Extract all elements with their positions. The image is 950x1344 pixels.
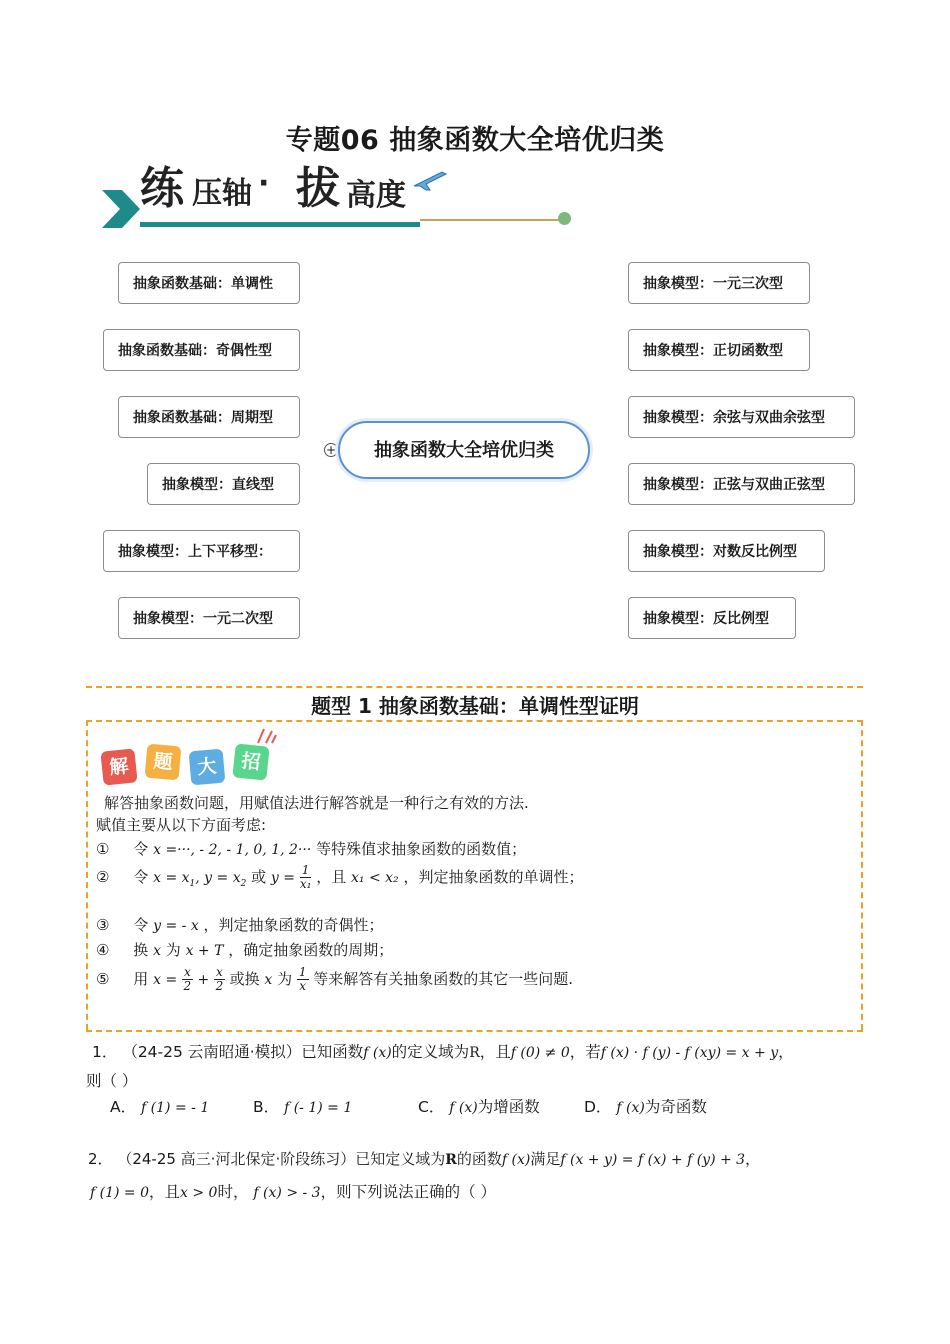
tips-l2-sub2: 2 [240, 879, 247, 889]
tips-box-bottom [86, 1030, 863, 1032]
tips-l2-math3: x₁ < x₂ [351, 870, 399, 886]
question-2-line-2 [90, 1180, 496, 1202]
tips-l2-sub1: 1 [189, 879, 196, 889]
tips-intro-1: 解答抽象函数问题，用赋值法进行解答就是一种行之有效的方法. [104, 794, 529, 812]
mindmap-node-right-6: 抽象模型：反比例型 [628, 597, 796, 639]
banner-char-ba: 拔 [296, 163, 340, 214]
q1-option-b-text: f (- 1) = 1 [284, 1100, 353, 1116]
q1-option-a-text: f (1) = - 1 [141, 1100, 210, 1116]
tips-l5-c: 为 [277, 970, 293, 988]
tips-l5-plus: + [197, 972, 210, 988]
tips-l5-frac2-den: 2 [215, 979, 224, 993]
q2-m5: x > 0 [180, 1185, 218, 1201]
q1-option-d-text: 为奇函数 [644, 1098, 707, 1116]
tips-l5-frac3 [297, 966, 309, 993]
q1-t3: ，若 [569, 1043, 601, 1061]
tips-n1: ① [96, 840, 110, 858]
q2-m4: f (1) = 0 [90, 1185, 150, 1201]
tips-l5-frac1 [182, 966, 193, 993]
question-1-line-2: 则（ ） [86, 1072, 138, 1090]
tips-line-5 [96, 966, 573, 993]
tips-n3: ③ [96, 916, 110, 934]
tips-l1-math: x =···, - 2, - 1, 0, 1, 2··· [153, 842, 312, 858]
mindmap-node-right-2: 抽象模型：正切函数型 [628, 329, 810, 371]
tips-n2: ② [96, 868, 110, 886]
badge-ti: 题 [145, 744, 182, 781]
tips-l2-frac-den: x₁ [299, 877, 312, 891]
chevron-icon [100, 188, 142, 230]
q1-m2: R [469, 1045, 480, 1061]
tips-l2-math2: y = [270, 870, 295, 886]
banner-text-gaodu: 高度 [346, 178, 406, 213]
q2-m1: R [445, 1152, 457, 1168]
tips-n5: ⑤ [96, 970, 110, 988]
section-top-dash [86, 686, 863, 688]
tips-l2-frac [300, 864, 312, 891]
q2-m3: f (x + y) = f (x) + f (y) + 3 [560, 1152, 746, 1168]
tips-l2-math1c: , y = x [195, 870, 241, 886]
page-title: 专题06 抽象函数大全培优归类 [285, 125, 665, 156]
q2-t6: ，则下列说法正确的（ ） [320, 1183, 497, 1201]
tips-l5-a: 用 [133, 970, 149, 988]
badge-da: 大 [189, 749, 226, 786]
expand-plus-icon[interactable]: + [325, 443, 337, 457]
q1-option-c-text: 为增函数 [477, 1098, 540, 1116]
q1-option-d[interactable] [584, 1095, 707, 1117]
banner-text-yazhou: 压轴 [192, 176, 252, 211]
q1-option-b-label: B． [253, 1098, 280, 1116]
tips-l1-a: 令 [133, 840, 149, 858]
tips-box-right [861, 720, 863, 1030]
question-1-line-1 [92, 1040, 794, 1062]
q1-option-d-label: D． [584, 1098, 612, 1116]
tips-l5-frac3-den: x [299, 979, 307, 993]
banner-char-lian: 练 [140, 163, 184, 214]
q1-t2: ，且 [479, 1043, 511, 1061]
tips-line-1 [96, 838, 526, 859]
tips-l4-math2: x + T [185, 943, 224, 959]
tips-line-4 [96, 939, 393, 960]
tips-l5-frac1-num: x [183, 965, 191, 979]
mindmap-node-left-2: 抽象函数基础：奇偶性型 [103, 329, 300, 371]
section-title: 题型 1 抽象函数基础：单调性型证明 [311, 694, 639, 718]
q1-m3: f (0) ≠ 0 [510, 1045, 570, 1061]
tips-l5-math1: x = [153, 972, 178, 988]
banner [100, 150, 580, 240]
tips-l4-b: 为 [165, 941, 181, 959]
q1-option-d-math: f (x) [616, 1100, 645, 1116]
q1-m4: f (x) · f (y) - f (xy) = x + y [600, 1045, 779, 1061]
tips-l5-d: 等来解答有关抽象函数的其它一些问题. [313, 970, 574, 988]
q1-t1: 的定义域为 [391, 1043, 470, 1061]
tips-n4: ④ [96, 941, 110, 959]
question-2-line-1 [88, 1148, 760, 1169]
mindmap-node-left-5: 抽象模型：上下平移型： [103, 530, 300, 572]
tips-line-2 [96, 864, 583, 891]
banner-end-dot [558, 212, 571, 225]
tips-l1-b: 等特殊值求抽象函数的函数值； [316, 840, 527, 858]
q2-m6: f (x) > - 3 [253, 1185, 321, 1201]
tips-l2-d: ，判定抽象函数的单调性； [403, 868, 584, 886]
mindmap-node-left-3: 抽象函数基础：周期型 [118, 396, 300, 438]
badge-zhao: 招 [232, 743, 269, 780]
q1-option-b[interactable] [253, 1095, 352, 1117]
tips-intro-2: 赋值主要从以下方面考虑: [96, 816, 267, 834]
mindmap-node-left-6: 抽象模型：一元二次型 [118, 597, 300, 639]
tips-l2-c: ，且 [316, 868, 347, 886]
q1-option-c-math: f (x) [449, 1100, 478, 1116]
sparkle-icon [254, 725, 278, 745]
tips-l3-math: y = - x [153, 918, 199, 934]
tips-l5-frac3-num: 1 [298, 965, 307, 979]
tips-line-3 [96, 914, 384, 935]
q1-option-a-label: A． [110, 1098, 137, 1116]
q1-option-c[interactable] [418, 1095, 540, 1117]
q2-t4: ，且 [149, 1183, 181, 1201]
tips-l5-frac2-num: x [216, 965, 223, 979]
mindmap-node-right-1: 抽象模型：一元三次型 [628, 262, 810, 304]
tips-box-left [86, 720, 88, 1030]
tips-l2-b: 或 [251, 868, 267, 886]
q1-source: （24-25 云南昭通·模拟）已知函数 [122, 1043, 364, 1061]
tips-l4-c: ，确定抽象函数的周期； [228, 941, 394, 959]
tips-l2-frac-num: 1 [301, 863, 310, 877]
q1-option-a[interactable] [110, 1095, 209, 1117]
q2-t1: 的函数 [456, 1150, 502, 1168]
mindmap-node-right-3: 抽象模型：余弦与双曲余弦型 [628, 396, 855, 438]
q1-option-c-label: C． [418, 1098, 445, 1116]
banner-dot: · [258, 166, 270, 201]
q2-t3: ， [745, 1150, 761, 1168]
mindmap-center-node: 抽象函数大全培优归类 [338, 421, 590, 479]
mindmap-node-left-4: 抽象模型：直线型 [147, 463, 300, 505]
q2-number: 2． [88, 1150, 113, 1168]
tips-l5-frac1-den: 2 [183, 979, 192, 993]
q2-m2: f (x) [501, 1152, 531, 1168]
tips-l2-a: 令 [133, 868, 149, 886]
tips-l5-frac2 [214, 966, 225, 993]
mindmap-node-right-5: 抽象模型：对数反比例型 [628, 530, 825, 572]
q1-t4: ， [778, 1043, 794, 1061]
tips-l2-math1: x = x [153, 870, 190, 886]
tips-l3-a: 令 [133, 916, 149, 934]
airplane-icon [412, 168, 448, 192]
banner-underline [140, 222, 420, 227]
tips-box-top [86, 720, 863, 722]
tips-l5-math2: x [264, 972, 273, 988]
badge-jie: 解 [100, 748, 137, 785]
tips-l4-math1: x [153, 943, 161, 959]
tips-l3-b: ，判定抽象函数的奇偶性； [203, 916, 384, 934]
q1-m1: f (x) [363, 1045, 392, 1061]
tips-l4-a: 换 [133, 941, 149, 959]
q2-source: （24-25 高三·河北保定·阶段练习）已知定义域为 [117, 1150, 446, 1168]
q2-t5: 时， [217, 1183, 249, 1201]
q1-number: 1． [92, 1043, 118, 1061]
q2-t2: 满足 [530, 1150, 561, 1168]
mindmap-node-left-1: 抽象函数基础：单调性 [118, 262, 300, 304]
banner-thin-line [420, 219, 560, 221]
tips-l5-b: 或换 [229, 970, 260, 988]
mindmap-node-right-4: 抽象模型：正弦与双曲正弦型 [628, 463, 855, 505]
